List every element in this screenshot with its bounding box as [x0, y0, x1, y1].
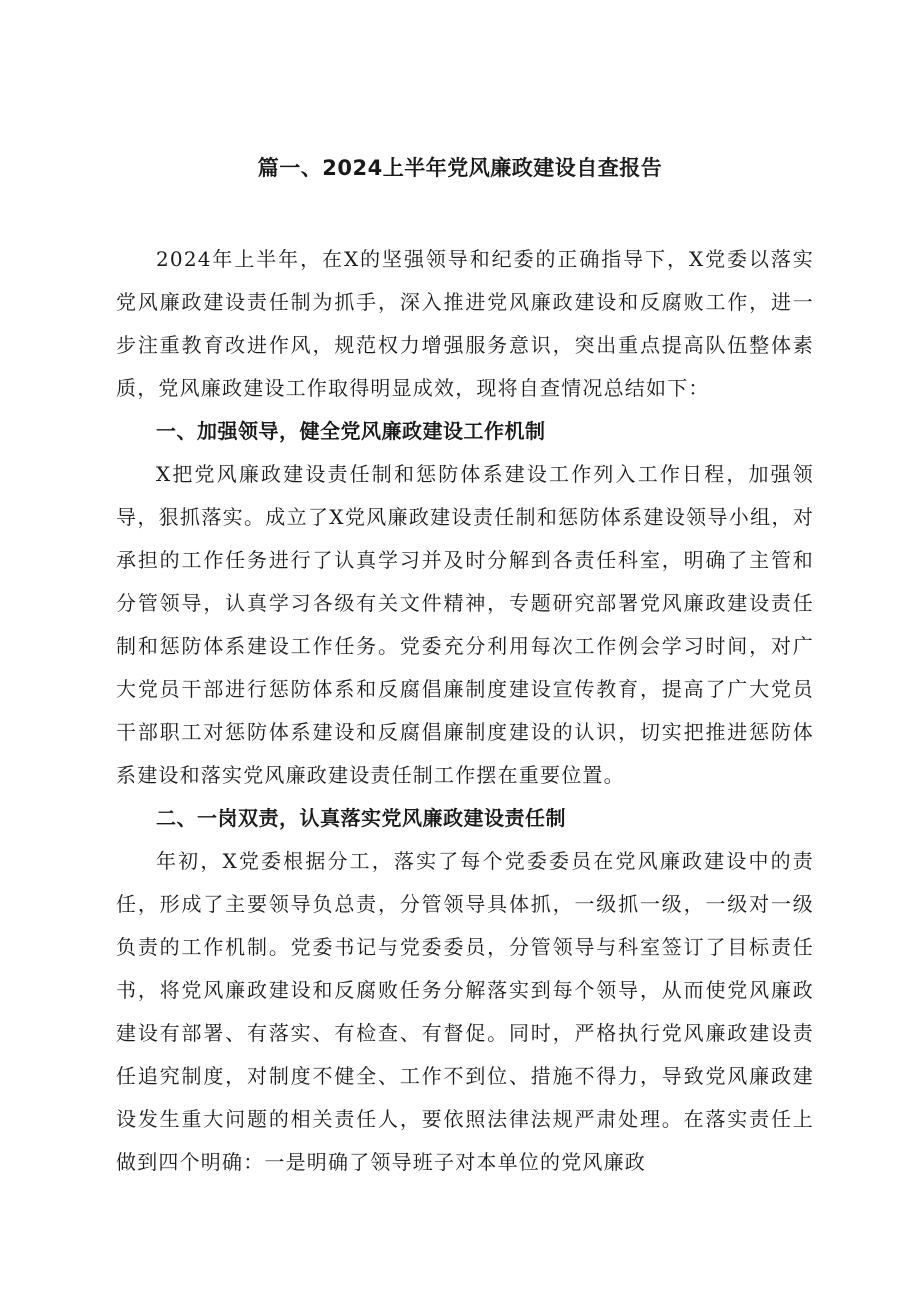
section-2-heading: 二、一岗双责，认真落实党风廉政建设责任制 — [156, 806, 566, 830]
document-title: 篇一、2024上半年党风廉政建设自查报告 — [257, 156, 663, 180]
section-2-paragraph: 年初，X党委根据分工，落实了每个党委委员在党风廉政建设中的责任，形成了主要领导负总责，分管领导具体抓，一级抓一级，一级对一级负责的工作机制。党委书记与党委委员，分管领导与科室签订了目标责任书，将党风廉政建设和反腐败任务分解落实到每个领导，从而使党风廉政建设有部署、有落实、有检查、有督促。同时，严格执行党风廉政建设责任追究制度，对制度不健全、工作不到位、措施不得力，导致党风廉政建设发生重大问题的相关责任人，要依照法律法规严肃处理。在落实责任上做到四个明确：一是明确了领导班子对本单位的党风廉政 — [116, 849, 814, 1174]
intro-paragraph: 2024年上半年，在X的坚强领导和纪委的正确指导下，X党委以落实党风廉政建设责任制为抓手，深入推进党风廉政建设和反腐败工作，进一步注重教育改进作风，规范权力增强服务意识，突出重点提高队伍整体素质，党风廉政建设工作取得明显成效，现将自查情况总结如下： — [116, 247, 814, 400]
section-1-heading: 一、加强领导，健全党风廉政建设工作机制 — [156, 419, 546, 443]
document-body — [116, 238, 814, 1184]
section-1-paragraph: X把党风廉政建设责任制和惩防体系建设工作列入工作日程，加强领导，狠抓落实。成立了X党风廉政建设责任制和惩防体系建设领导小组，对承担的工作任务进行了认真学习并及时分解到各责任科室，明确了主管和分管领导，认真学习各级有关文件精神，专题研究部署党风廉政建设责任制和惩防体系建设工作任务。党委充分利用每次工作例会学习时间，对广大党员干部进行惩防体系和反腐倡廉制度建设宣传教育，提高了广大党员干部职工对惩防体系建设和反腐倡廉制度建设的认识，切实把推进惩防体系建设和落实党风廉政建设责任制工作摆在重要位置。 — [116, 462, 814, 787]
